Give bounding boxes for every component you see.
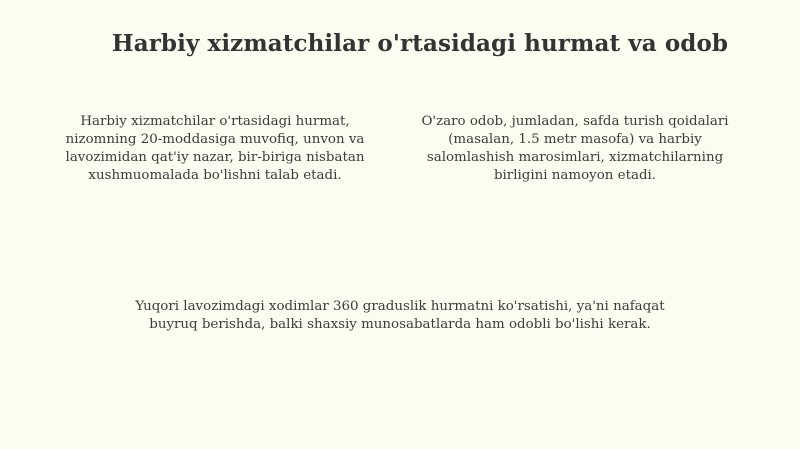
slide-title: Harbiy xizmatchilar o'rtasidagi hurmat va odob (111, 30, 729, 57)
paragraph-respect: Harbiy xizmatchilar o'rtasidagi hurmat, nizomning 20-moddasiga muvofiq, unvon va lavozimidan qat'iy nazar, bir-biriga nisbatan xushmuomalada bo'lishni talab etadi. (65, 114, 365, 183)
paragraph-senior-staff: Yuqori lavozimdagi xodimlar 360 graduslik hurmatni ko'rsatishi, ya'ni nafaqat buyruq berishda, balki shaxsiy munosabatlarda ham odobli bo'lishi kerak. (135, 299, 665, 332)
paragraph-mutual-courtesy: O'zaro odob, jumladan, safda turish qoidalari (masalan, 1.5 metr masofa) va harbiy salomlashish marosimlari, xizmatchilarning birligini namoyon etadi. (421, 114, 729, 183)
